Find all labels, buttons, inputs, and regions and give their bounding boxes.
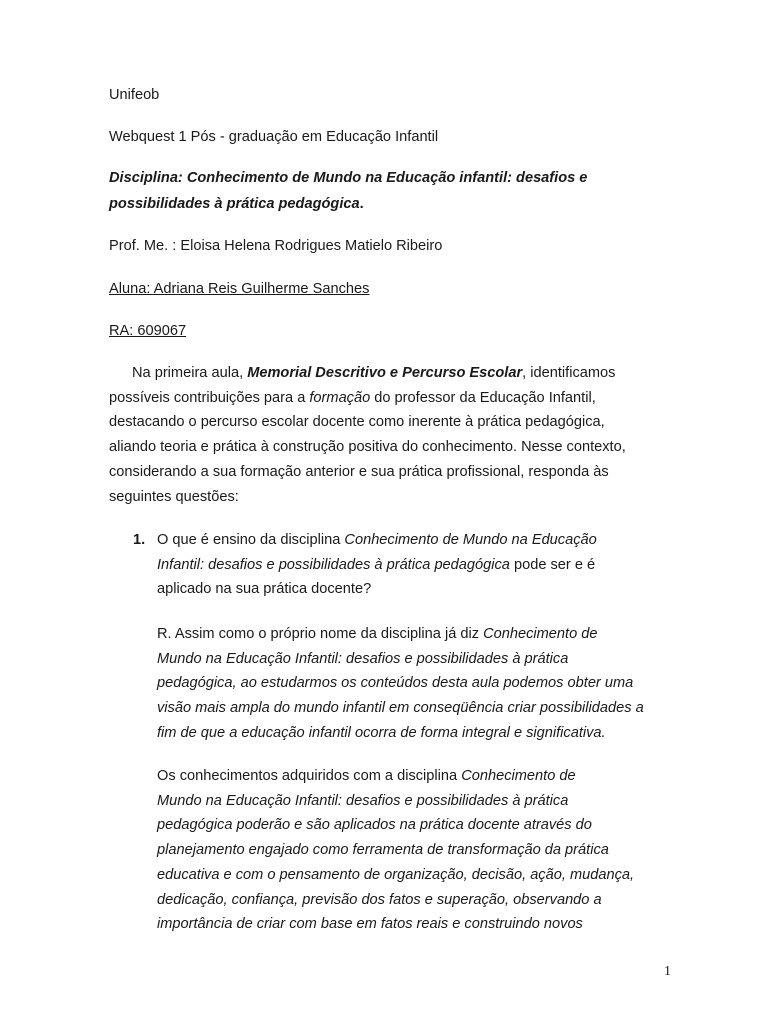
intro-line (109, 361, 626, 386)
discipline-title-text: possibilidades à prática pedagógica (109, 196, 360, 212)
answer-line: importância de criar com base em fatos reais e construindo novos (157, 916, 583, 933)
answer-line: pedagógica, ao estudarmos os conteúdos desta aula podemos obter uma (157, 675, 634, 692)
intro-text: Na primeira aula, (132, 365, 248, 381)
answer-line: fim de que a educação infantil ocorra de forma integral e significativa. (157, 724, 606, 741)
answer-paragraph-2 (157, 764, 634, 937)
answer-line (157, 764, 634, 789)
intro-text: do professor da Educação Infantil, (370, 389, 596, 406)
intro-line (109, 386, 626, 411)
answer-text: Os conhecimentos adquiridos com a disciplina (157, 768, 462, 784)
answer-line: dedicação, confiança, previsão dos fatos e superação, observando a (157, 891, 602, 908)
discipline-title-period: . (359, 196, 364, 212)
question-1 (157, 528, 597, 602)
answer-emphasis: Conhecimento de (461, 768, 576, 784)
question-emphasis: Infantil: desafios e possibilidades à prática pedagógica (157, 556, 510, 573)
page-number: 1 (664, 964, 671, 979)
discipline-title-line1: Disciplina: Conhecimento de Mundo na Educação infantil: desafios e (109, 170, 588, 186)
intro-line: considerando a sua formação anterior e sua prática profissional, responda às (109, 463, 609, 480)
intro-paragraph (109, 361, 626, 509)
answer-text: R. Assim como o próprio nome da disciplina já diz (157, 626, 484, 642)
answer-line (157, 622, 644, 647)
answer-line: visão mais ampla do mundo infantil em conseqüência criar possibilidades a (157, 700, 644, 717)
answer-line: Mundo na Educação Infantil: desafios e possibilidades à prática (157, 792, 569, 809)
discipline-title-line2 (109, 194, 364, 214)
intro-emphasis: formação (309, 389, 371, 406)
intro-line: aliando teoria e prática à construção positiva do conhecimento. Nesse contexto, (109, 439, 626, 456)
intro-text: , identificamos (522, 365, 616, 381)
intro-text: possíveis contribuições para a (109, 389, 310, 406)
question-text: O que é ensino da disciplina (157, 532, 345, 548)
question-emphasis: Conhecimento de Mundo na Educação (344, 532, 597, 548)
intro-line: destacando o percurso escolar docente como inerente à prática pedagógica, (109, 414, 605, 431)
answer-line: planejamento engajado como ferramenta de transformação da prática (157, 842, 609, 859)
student-ra: RA: 609067 (109, 323, 187, 339)
answer-line: Mundo na Educação Infantil: desafios e possibilidades à prática (157, 650, 569, 667)
institution-name: Unifeob (109, 87, 160, 103)
intro-line: seguintes questões: (109, 488, 239, 505)
intro-emphasis: Memorial Descritivo e Percurso Escolar (247, 365, 523, 381)
answer-line: educativa e com o pensamento de organização, decisão, ação, mudança, (157, 866, 635, 883)
answer-emphasis: Conhecimento de (483, 626, 598, 642)
professor-name: Prof. Me. : Eloisa Helena Rodrigues Matielo Ribeiro (109, 238, 443, 254)
question-line (157, 528, 597, 553)
question-line (157, 553, 597, 578)
answer-line: pedagógica poderão e são aplicados na prática docente através do (157, 817, 592, 834)
course-title: Webquest 1 Pós - graduação em Educação Infantil (109, 129, 439, 145)
question-text: pode ser e é (509, 556, 596, 573)
answer-paragraph-1 (157, 622, 644, 746)
student-name: Aluna: Adriana Reis Guilherme Sanches (109, 281, 370, 297)
question-number: 1. (133, 532, 146, 548)
question-line: aplicado na sua prática docente? (157, 581, 372, 598)
